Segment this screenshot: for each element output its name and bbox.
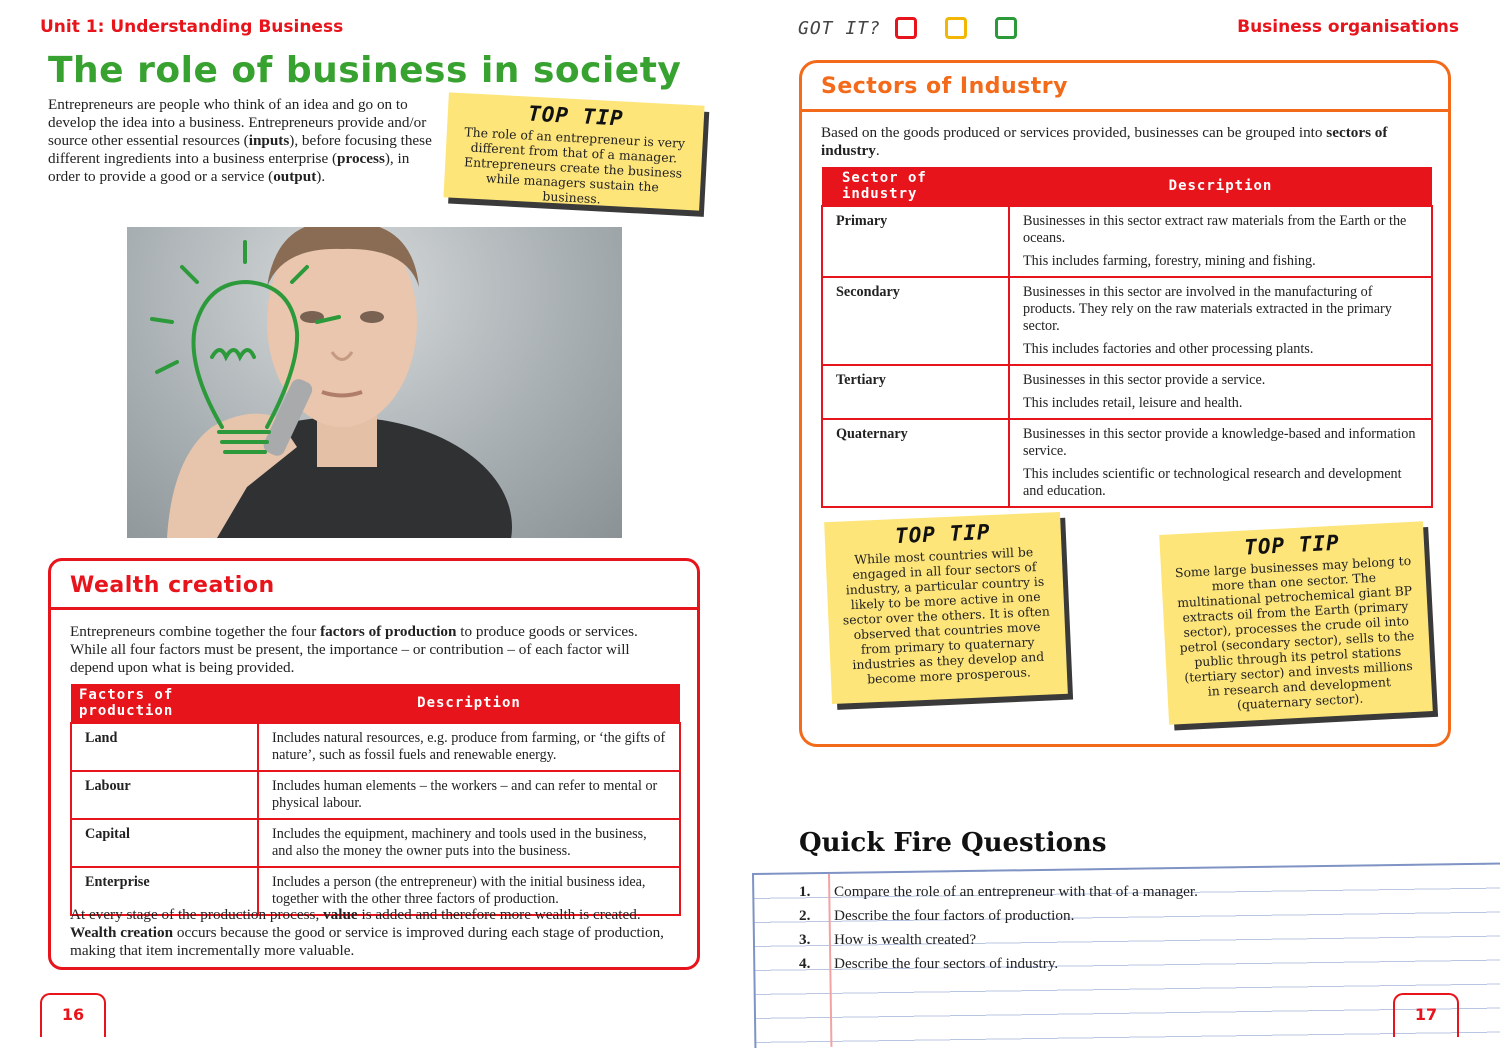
- question-item: [799, 955, 1058, 973]
- wealth-outro: At every stage of the production process, value is added and therefore more wealth is created. Wealth creation occurs because the good or service is improved during each stage of production, making that item incrementally more valuable.: [70, 906, 664, 959]
- question-text: Describe the four sectors of industry.: [834, 955, 1059, 972]
- table-row: [822, 206, 1432, 277]
- page-title: The role of business in society: [48, 50, 682, 91]
- got-it-amber-checkbox[interactable]: [945, 17, 967, 39]
- top-tip-text: The role of an entrepreneur is very different from that of a manager. Entrepreneurs create the business while managers sustain the business.: [463, 124, 686, 207]
- got-it-green-checkbox[interactable]: [995, 17, 1017, 39]
- factor-description: Includes a person (the entrepreneur) with the initial business idea, together with the other three factors of production.: [258, 867, 680, 915]
- top-tip-note-countries: [824, 512, 1068, 704]
- sector-name: Quaternary: [822, 419, 1009, 507]
- question-item: [799, 907, 1074, 925]
- question-text: Compare the role of an entrepreneur with that of a manager.: [834, 883, 1198, 900]
- sectors-box: [799, 60, 1451, 747]
- wealth-intro: Entrepreneurs combine together the four factors of production to produce goods or services. While all four factors must be present, the importance – or contribution – of each factor will depend upon what is being provided.: [70, 623, 638, 676]
- quick-fire-title: Quick Fire Questions: [799, 828, 1107, 858]
- table-row: [822, 365, 1432, 419]
- question-text: Describe the four factors of production.: [834, 907, 1075, 924]
- table-row: [822, 277, 1432, 365]
- question-text: How is wealth created?: [834, 931, 977, 948]
- section-divider: [802, 109, 1448, 112]
- sectors-intro: Based on the goods produced or services provided, businesses can be grouped into sectors of industry.: [821, 124, 1388, 159]
- factors-table: [70, 684, 681, 916]
- factor-name: Land: [71, 723, 258, 771]
- table-header-factor: Factors of production: [71, 684, 258, 723]
- intro-paragraph: Entrepreneurs are people who think of an idea and go on to develop the idea into a business. Entrepreneurs provide and/or source other essential resources (inputs), before focusing these different ingredients into a business enterprise (process), in order to provide a good or a service (output).: [48, 96, 432, 185]
- section-tag: Business organisations: [1237, 17, 1459, 37]
- unit-title: Unit 1: Understanding Business: [40, 17, 344, 37]
- table-header-description: Description: [1009, 167, 1432, 206]
- factor-name: Labour: [71, 771, 258, 819]
- sector-name: Secondary: [822, 277, 1009, 365]
- top-tip-text: While most countries will be engaged in all four sectors of industry, a particular country is likely to be more active in one sector over the others. It is often observed that countries move from primary to quaternary industries as they develop and become more prosperous.: [842, 544, 1051, 687]
- question-number: 1.: [799, 883, 811, 900]
- sector-description: Businesses in this sector provide a knowledge-based and information service. This includes scientific or technological research and development and education.: [1009, 419, 1432, 507]
- factor-name: Capital: [71, 819, 258, 867]
- sector-name: Primary: [822, 206, 1009, 277]
- got-it-label: GOT IT?: [798, 17, 881, 39]
- sector-description: Businesses in this sector provide a service. This includes retail, leisure and health.: [1009, 365, 1432, 419]
- wealth-creation-title: Wealth creation: [70, 573, 275, 598]
- question-item: [799, 931, 976, 949]
- sectors-table: [821, 167, 1433, 508]
- top-tip-label: TOP TIP: [527, 101, 625, 131]
- table-row: [71, 819, 680, 867]
- sectors-title: Sectors of Industry: [821, 74, 1068, 99]
- sector-description: Businesses in this sector are involved in the manufacturing of products. They rely on the raw materials extracted in the primary sector. This includes factories and other processing plants.: [1009, 277, 1432, 365]
- top-tip-note-multisector: [1159, 521, 1433, 725]
- table-row: [822, 419, 1432, 507]
- wealth-creation-box: [48, 558, 700, 970]
- got-it-red-checkbox[interactable]: [895, 17, 917, 39]
- factor-name: Enterprise: [71, 867, 258, 915]
- question-number: 2.: [799, 907, 811, 924]
- question-number: 3.: [799, 931, 811, 948]
- got-it-tracker: [798, 17, 1017, 39]
- page-number-right: 17: [1393, 993, 1459, 1037]
- factor-description: Includes human elements – the workers – and can refer to mental or physical labour.: [258, 771, 680, 819]
- top-tip-label: TOP TIP: [894, 519, 992, 549]
- table-header-sector: Sector of industry: [822, 167, 1009, 206]
- top-tip-label: TOP TIP: [1243, 530, 1341, 560]
- sector-name: Tertiary: [822, 365, 1009, 419]
- table-header-description: Description: [258, 684, 680, 723]
- top-tip-text: Some large businesses may belong to more than one sector. The multinational petrochemical giant BP extracts oil from the Earth (primary sector), processes the crude oil into petrol (secondary sector), sells to the public through its petrol stations (tertiary sector) and invests millions in research and development (quaternary sector).: [1174, 552, 1415, 713]
- page-number-left: 16: [40, 993, 106, 1037]
- section-divider: [51, 607, 697, 610]
- entrepreneur-photo: [127, 227, 622, 538]
- top-tip-note: [443, 92, 704, 210]
- factor-description: Includes natural resources, e.g. produce from farming, or ‘the gifts of nature’, such as fossil fuels and renewable energy.: [258, 723, 680, 771]
- factor-description: Includes the equipment, machinery and tools used in the business, and also the money the owner puts into the business.: [258, 819, 680, 867]
- question-item: [799, 883, 1198, 901]
- table-row: [71, 771, 680, 819]
- question-number: 4.: [799, 955, 811, 972]
- sector-description: Businesses in this sector extract raw materials from the Earth or the oceans. This includes farming, forestry, mining and fishing.: [1009, 206, 1432, 277]
- table-row: [71, 723, 680, 771]
